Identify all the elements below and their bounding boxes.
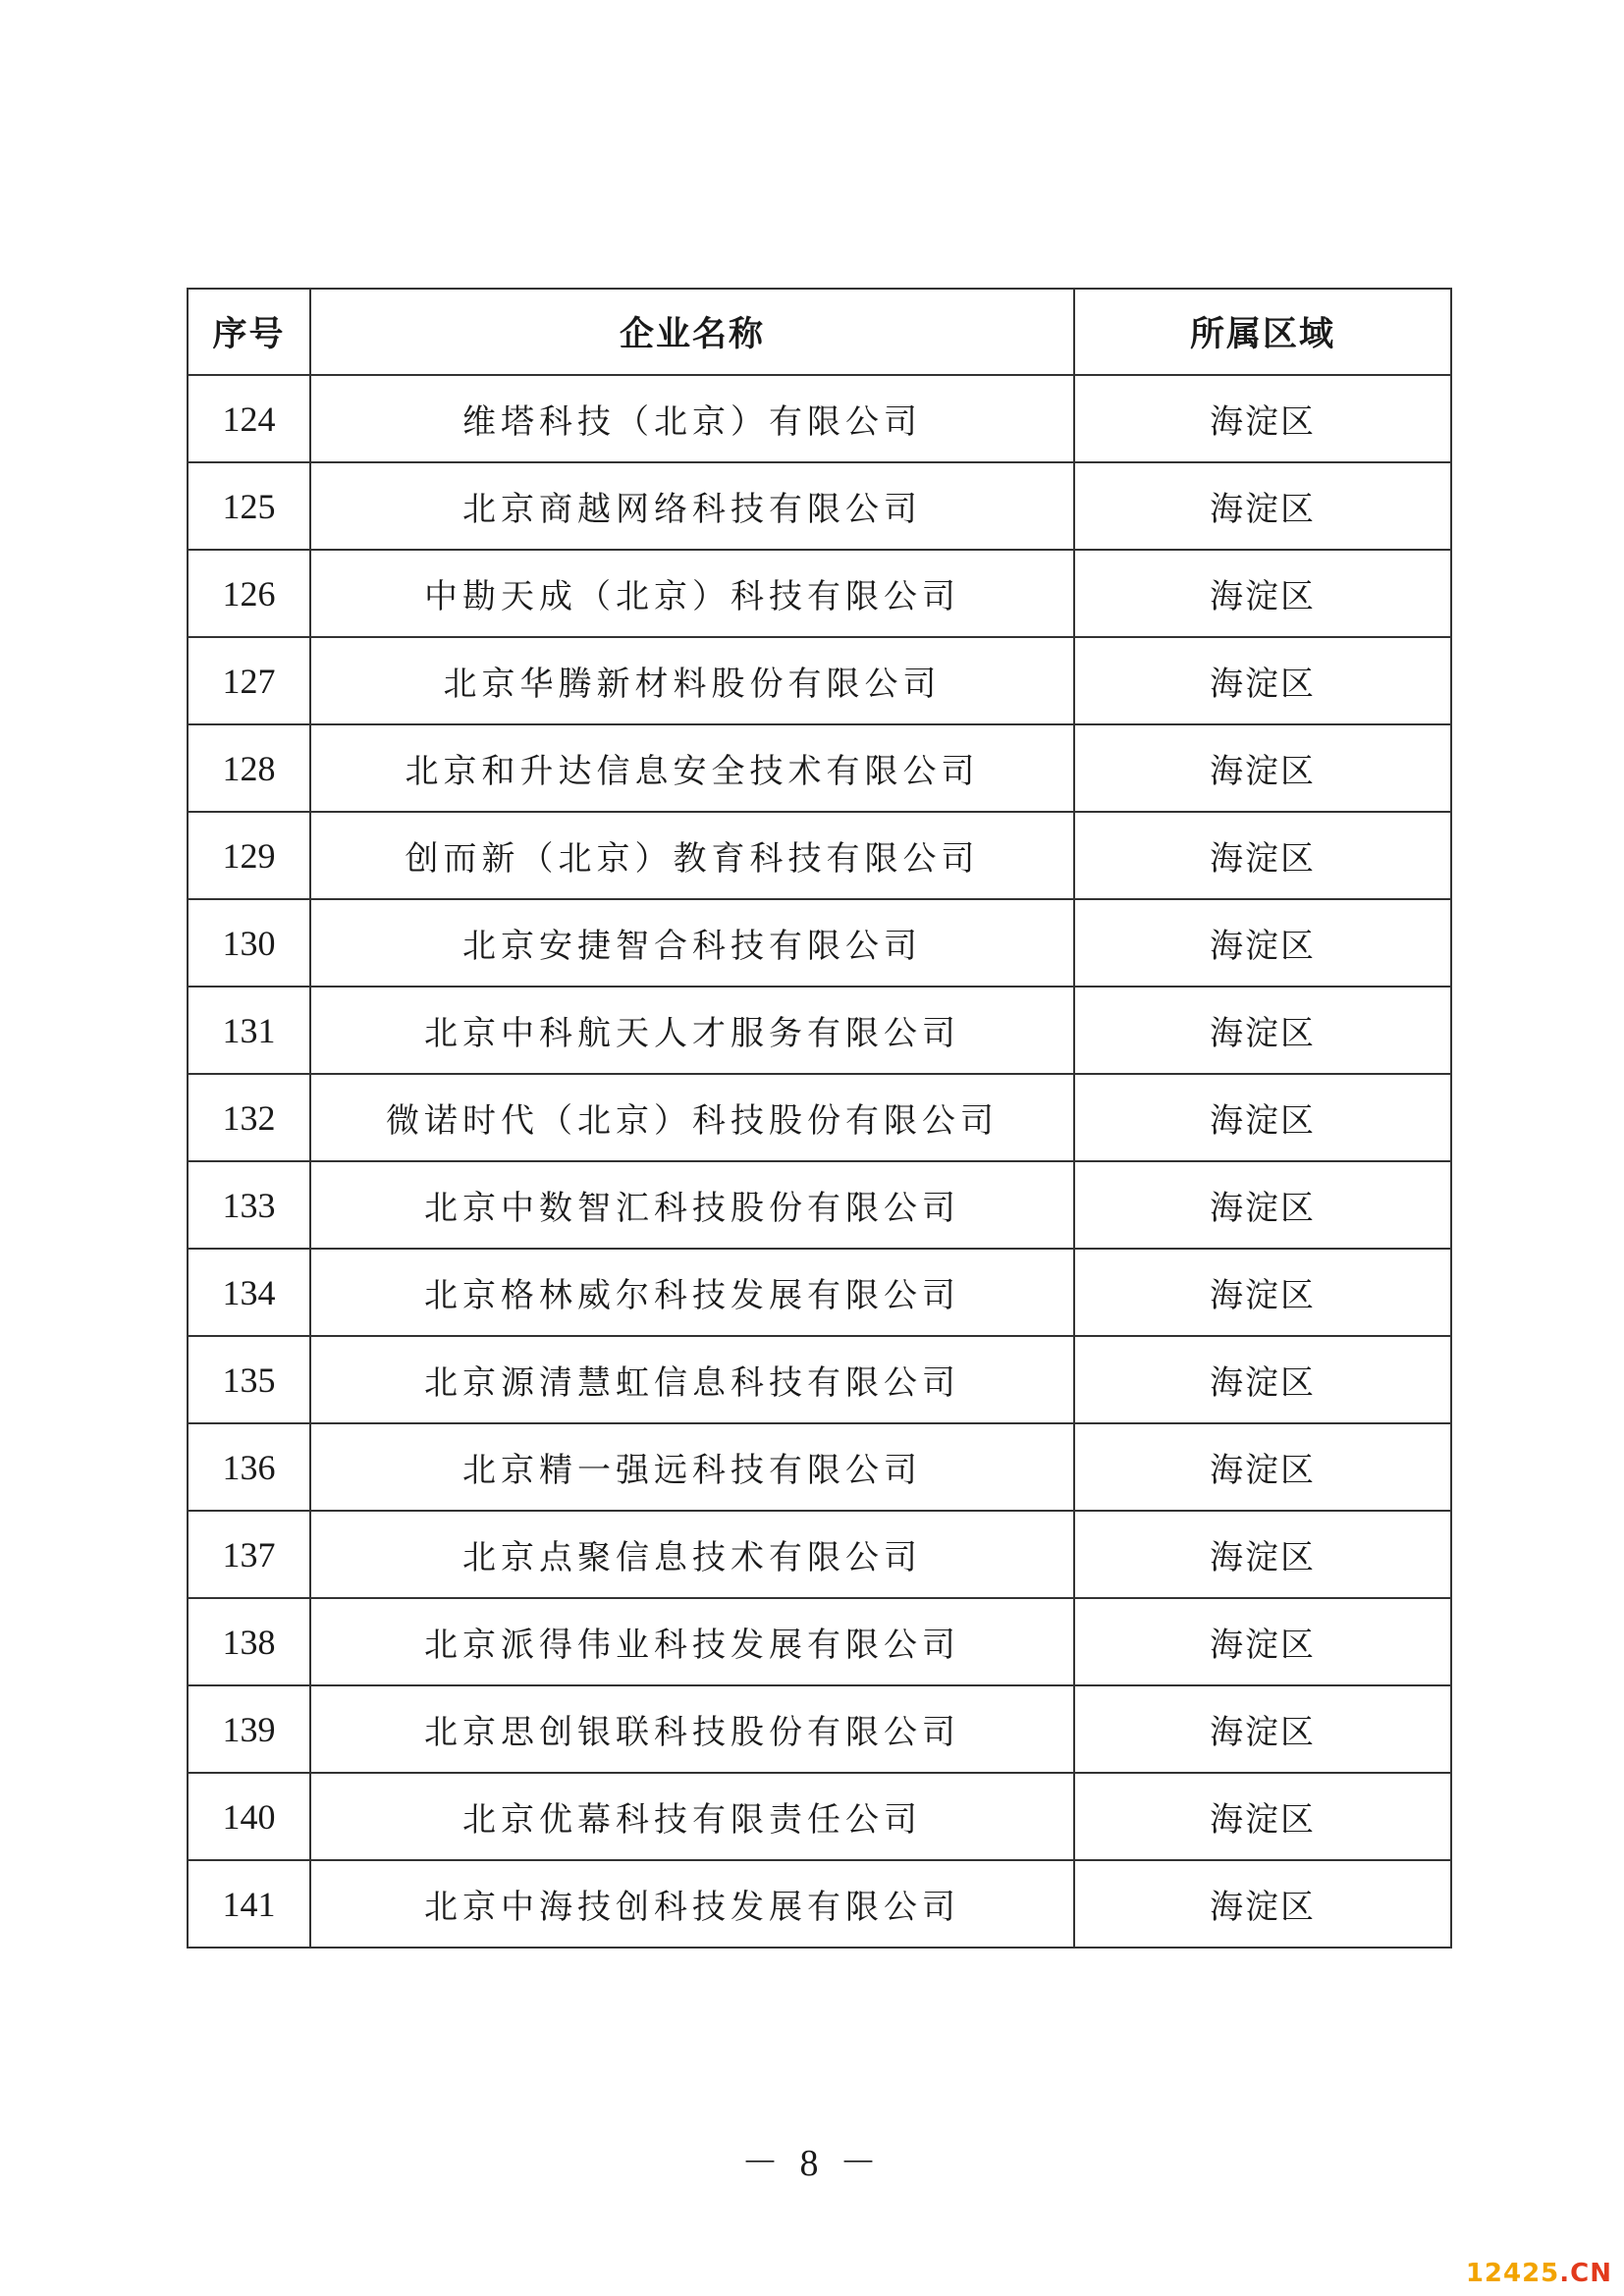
cell-region: 海淀区 <box>1074 812 1451 899</box>
watermark-domain: .CN <box>1559 2259 1612 2288</box>
cell-region: 海淀区 <box>1074 375 1451 462</box>
site-watermark <box>1466 2259 1612 2288</box>
table-row <box>188 1860 1451 1948</box>
cell-company-name: 北京和升达信息安全技术有限公司 <box>310 724 1074 812</box>
cell-serial-number: 138 <box>188 1598 310 1685</box>
cell-serial-number: 140 <box>188 1773 310 1860</box>
cell-region: 海淀区 <box>1074 1773 1451 1860</box>
table-row <box>188 1336 1451 1423</box>
cell-company-name: 北京精一强远科技有限公司 <box>310 1423 1074 1511</box>
cell-serial-number: 127 <box>188 637 310 724</box>
cell-region: 海淀区 <box>1074 724 1451 812</box>
cell-company-name: 北京点聚信息技术有限公司 <box>310 1511 1074 1598</box>
cell-serial-number: 124 <box>188 375 310 462</box>
cell-company-name: 北京华腾新材料股份有限公司 <box>310 637 1074 724</box>
header-region: 所属区域 <box>1074 289 1451 375</box>
table-row <box>188 899 1451 987</box>
company-table-container <box>187 288 1450 1949</box>
table-header-row <box>188 289 1451 375</box>
table-row <box>188 1249 1451 1336</box>
page-number: － 8 － <box>740 2143 883 2184</box>
cell-company-name: 北京优幕科技有限责任公司 <box>310 1773 1074 1860</box>
table-header <box>188 289 1451 375</box>
table-row <box>188 1685 1451 1773</box>
cell-serial-number: 141 <box>188 1860 310 1948</box>
table-row <box>188 1423 1451 1511</box>
table-row <box>188 812 1451 899</box>
cell-serial-number: 128 <box>188 724 310 812</box>
cell-region: 海淀区 <box>1074 1423 1451 1511</box>
cell-region: 海淀区 <box>1074 637 1451 724</box>
cell-serial-number: 126 <box>188 550 310 637</box>
table-row <box>188 550 1451 637</box>
header-serial-number: 序号 <box>188 289 310 375</box>
cell-company-name: 北京中海技创科技发展有限公司 <box>310 1860 1074 1948</box>
table-row <box>188 462 1451 550</box>
cell-company-name: 北京商越网络科技有限公司 <box>310 462 1074 550</box>
cell-company-name: 北京格林威尔科技发展有限公司 <box>310 1249 1074 1336</box>
cell-serial-number: 129 <box>188 812 310 899</box>
table-row <box>188 1161 1451 1249</box>
cell-region: 海淀区 <box>1074 1685 1451 1773</box>
cell-region: 海淀区 <box>1074 1598 1451 1685</box>
cell-region: 海淀区 <box>1074 462 1451 550</box>
cell-serial-number: 130 <box>188 899 310 987</box>
cell-company-name: 北京中数智汇科技股份有限公司 <box>310 1161 1074 1249</box>
cell-company-name: 北京源清慧虹信息科技有限公司 <box>310 1336 1074 1423</box>
header-company-name: 企业名称 <box>310 289 1074 375</box>
cell-serial-number: 136 <box>188 1423 310 1511</box>
cell-region: 海淀区 <box>1074 550 1451 637</box>
cell-serial-number: 134 <box>188 1249 310 1336</box>
watermark-number: 12425 <box>1465 2259 1560 2288</box>
cell-company-name: 北京思创银联科技股份有限公司 <box>310 1685 1074 1773</box>
table-row <box>188 637 1451 724</box>
cell-serial-number: 133 <box>188 1161 310 1249</box>
cell-region: 海淀区 <box>1074 987 1451 1074</box>
table-row <box>188 375 1451 462</box>
cell-region: 海淀区 <box>1074 899 1451 987</box>
cell-company-name: 维塔科技（北京）有限公司 <box>310 375 1074 462</box>
table-row <box>188 1598 1451 1685</box>
cell-serial-number: 131 <box>188 987 310 1074</box>
cell-company-name: 中勘天成（北京）科技有限公司 <box>310 550 1074 637</box>
table-row <box>188 1074 1451 1161</box>
table-row <box>188 1773 1451 1860</box>
cell-company-name: 创而新（北京）教育科技有限公司 <box>310 812 1074 899</box>
cell-serial-number: 135 <box>188 1336 310 1423</box>
cell-company-name: 北京中科航天人才服务有限公司 <box>310 987 1074 1074</box>
cell-company-name: 微诺时代（北京）科技股份有限公司 <box>310 1074 1074 1161</box>
cell-serial-number: 125 <box>188 462 310 550</box>
cell-region: 海淀区 <box>1074 1511 1451 1598</box>
cell-region: 海淀区 <box>1074 1860 1451 1948</box>
cell-region: 海淀区 <box>1074 1074 1451 1161</box>
cell-serial-number: 139 <box>188 1685 310 1773</box>
cell-serial-number: 137 <box>188 1511 310 1598</box>
table-body <box>188 375 1451 1948</box>
table-row <box>188 724 1451 812</box>
cell-company-name: 北京安捷智合科技有限公司 <box>310 899 1074 987</box>
cell-serial-number: 132 <box>188 1074 310 1161</box>
cell-region: 海淀区 <box>1074 1249 1451 1336</box>
cell-region: 海淀区 <box>1074 1336 1451 1423</box>
company-table <box>187 288 1452 1949</box>
cell-region: 海淀区 <box>1074 1161 1451 1249</box>
table-row <box>188 987 1451 1074</box>
table-row <box>188 1511 1451 1598</box>
cell-company-name: 北京派得伟业科技发展有限公司 <box>310 1598 1074 1685</box>
